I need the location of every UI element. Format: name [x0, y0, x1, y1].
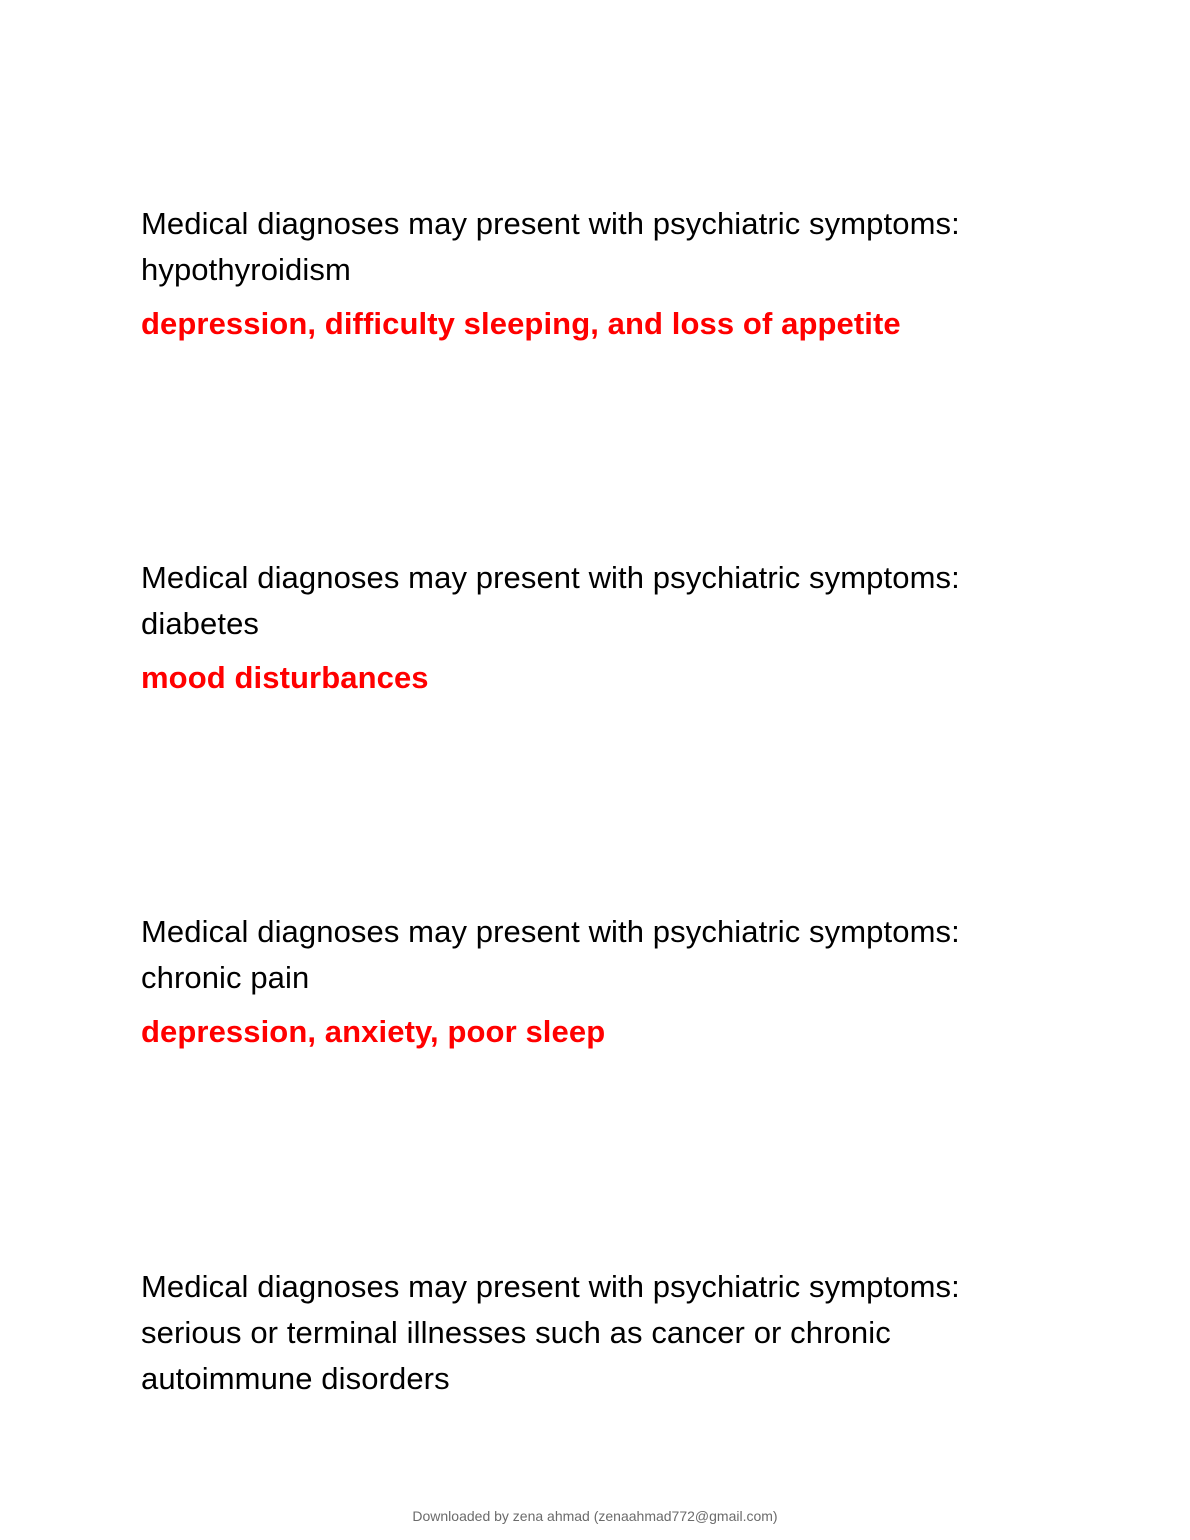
flashcard — [141, 1264, 1041, 1402]
flashcard — [141, 909, 1041, 1048]
flashcard-answer: depression, anxiety, poor sleep — [141, 1014, 606, 1049]
flashcard — [141, 201, 1041, 340]
flashcard-question: Medical diagnoses may present with psychiatric symptoms: diabetes — [141, 560, 960, 641]
flashcard-question: Medical diagnoses may present with psychiatric symptoms: hypothyroidism — [141, 206, 960, 287]
flashcard — [141, 555, 1041, 694]
flashcard-question: Medical diagnoses may present with psychiatric symptoms: chronic pain — [141, 914, 960, 995]
flashcard-question: Medical diagnoses may present with psychiatric symptoms: serious or terminal illnesses such as cancer or chronic autoimmune disorders — [141, 1269, 960, 1396]
flashcard-answer: depression, difficulty sleeping, and loss of appetite — [141, 306, 901, 341]
flashcard-answer: mood disturbances — [141, 660, 429, 695]
download-footer: Downloaded by zena ahmad (zenaahmad772@gmail.com) — [412, 1508, 778, 1524]
